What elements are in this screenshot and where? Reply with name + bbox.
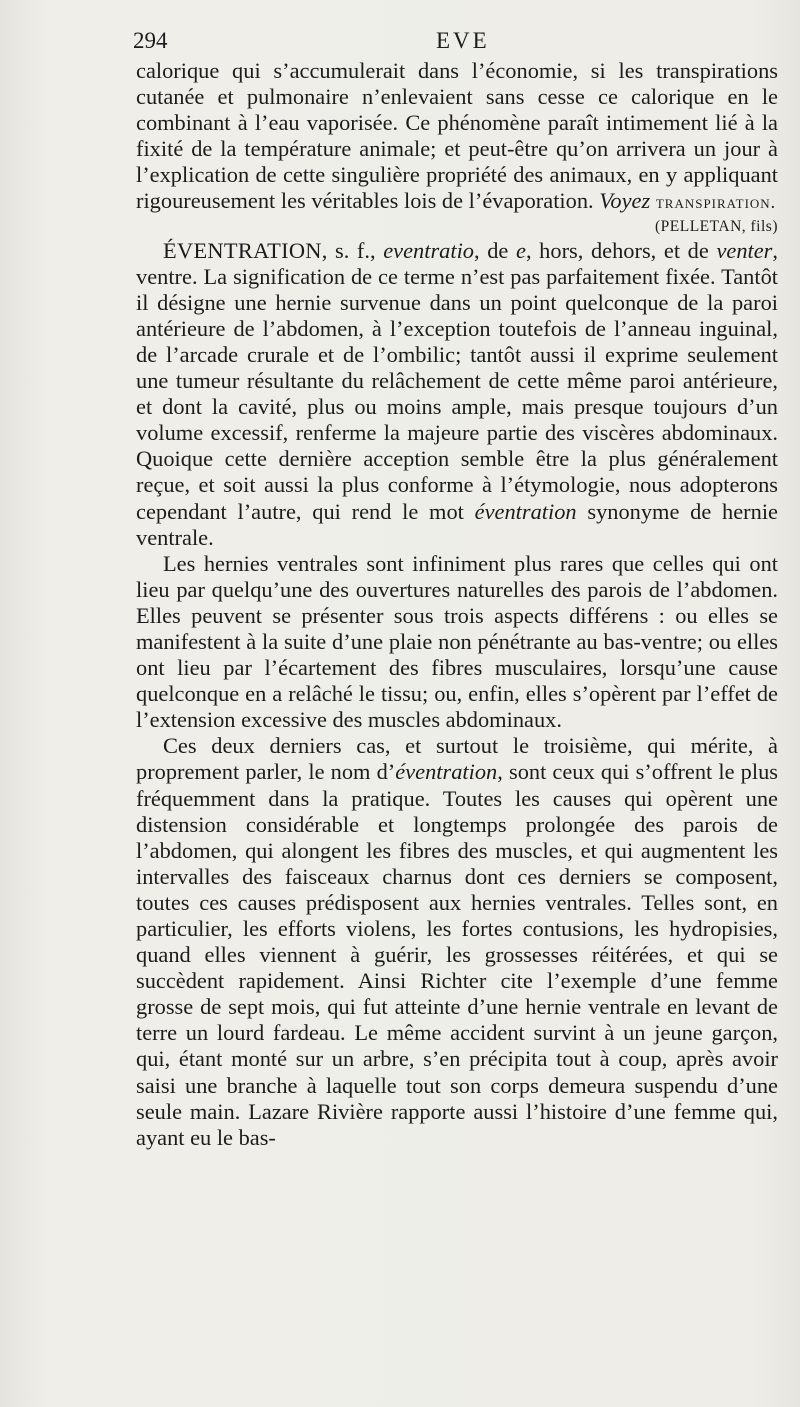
author-signature: (PELLETAN, fils) [655,217,778,235]
entry-text: , s. f., [321,237,384,263]
voyez-label: Voyez [599,188,651,214]
cross-reference: transpiration. [655,192,777,213]
page-number: 294 [133,28,168,53]
entry-text: , ventre. La signification de ce terme n’est pas parfaitement fixée. Tantôt il désigne une hernie survenue dans un point quelconque de la paroi antérieure de l’abdomen, à l’exception toutefois de l’anneau inguinal, de l’arcade crurale et de l’ombilic; tantôt aussi il exprime seulement une tumeur résultante du relâchement de cette même paroi antérieure, et dont la cavité, plus ou moins ample, mais presque toujours d’un volume excessif, renferme la majeure partie des viscères abdominaux. Quoique cette dernière acception semble être la plus généralement reçue, et soit aussi la plus conforme à l’étymologie, nous adopterons cependant l’autre, qui rend le mot [136,237,778,524]
paragraph-continuation [136,58,778,216]
italic-term: éventration [474,498,577,524]
paragraph-causes [136,733,778,1151]
headword: ÉVENTRATION [163,237,322,263]
latin-term: eventratio [383,237,474,263]
italic-term: éventration [395,759,498,785]
paragraph-text: calorique qui s’accumulerait dans l’économie, si les transpirations cutanée et pulmonaire n’enlevaient sans cesse ce calorique en le combinant à l’eau vaporisée. Ce phénomène paraît intimement lié à la fixité de la température animale; et peut-être qu’on arrivera un jour à l’explication de cette singulière propriété des animaux, en y appliquant rigoureusement les véritables lois de l’évaporation. [136,58,778,214]
entry-text: , de [474,237,516,263]
entry-text: synonyme de hernie ventrale. [136,498,778,550]
page-header [133,28,760,60]
paragraph-text: Ces deux derniers cas, et surtout le troisième, qui mérite, à proprement parler, le nom d’ [136,733,778,785]
body-text [136,58,778,1151]
running-head: EVE [436,28,490,53]
etymology-prefix: e [516,237,526,263]
entry-eventration [136,238,778,551]
paragraph-hernies: Les hernies ventrales sont infiniment plus rares que celles qui ont lieu par quelqu’une des ouvertures naturelles des parois de l’abdomen. Elles peuvent se présenter sous trois aspects différens : ou elles se manifestent à la suite d’une plaie non pénétrante au bas-ventre; ou elles ont lieu par l’écartement des fibres musculaires, lorsqu’une cause quelconque en a relâché le tissu; ou, enfin, elles s’opèrent par l’effet de l’extension excessive des muscles abdominaux. [136,550,778,733]
entry-text: , hors, dehors, et de [525,237,717,263]
etymology-root: venter [716,237,773,263]
paragraph-text: , sont ceux qui s’offrent le plus fréquemment dans la pratique. Toutes les causes qui opèrent une distension considérable et longtemps prolongée des parois de l’abdomen, qui alongent les fibres des muscles, et qui augmentent les intervalles des faisceaux charnus dont ces derniers se composent, toutes ces causes prédisposent aux hernies ventrales. Telles sont, en particulier, les efforts violens, les fortes contusions, les hydropisies, quand elles viennent à guérir, les grossesses réitérées, et qui se succèdent rapidement. Ainsi Richter cite l’exemple d’une femme grosse de sept mois, qui fut atteinte d’une hernie ventrale en levant de terre un lourd fardeau. Le même accident survint à un jeune garçon, qui, étant monté sur un arbre, s’en précipita tout à coup, après avoir saisi une branche à laquelle tout son corps demeura suspendu d’une seule main. Lazare Rivière rapporte aussi l’histoire d’une femme qui, ayant eu le bas- [136,759,779,1150]
